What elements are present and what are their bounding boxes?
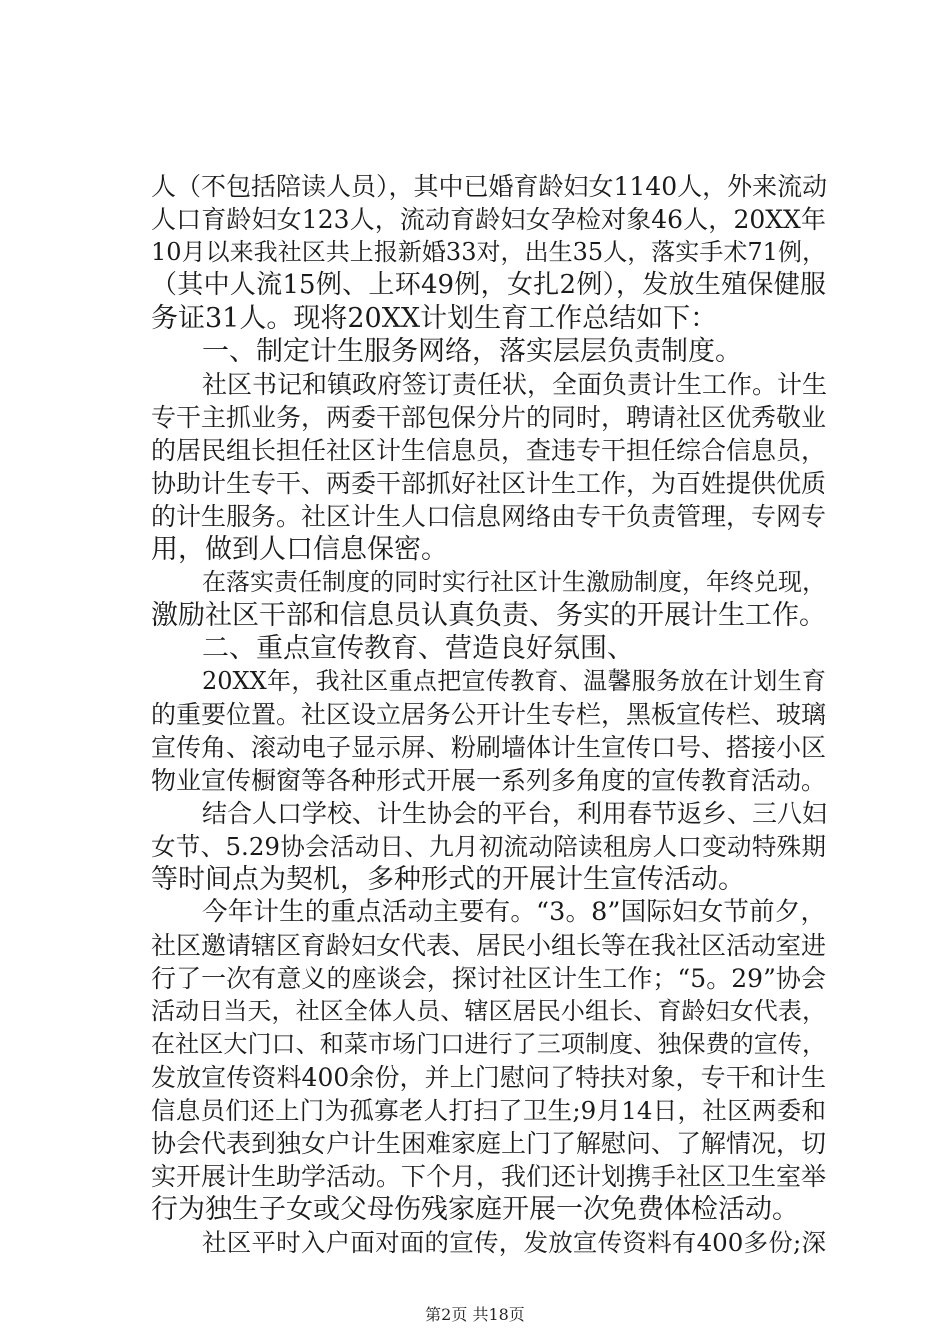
text-line: 社区邀请辖区育龄妇女代表、居民小组长等在我社区活动室进 bbox=[151, 931, 827, 960]
text-line: 在社区大门口、和菜市场门口进行了三项制度、独保费的宣传， bbox=[151, 1030, 826, 1058]
text-line: 用，做到人口信息保密。 bbox=[151, 534, 448, 565]
text-line: 活动日当天，社区全体人员、辖区居民小组长、育龄妇女代表， bbox=[151, 997, 826, 1025]
text-line: 社区书记和镇政府签订责任状，全面负责计生工作。计生 bbox=[202, 370, 828, 399]
text-line: 协会代表到独女户计生困难家庭上门了解慰问、了解情况，切 bbox=[151, 1129, 827, 1158]
text-line: 20XX年，我社区重点把宣传教育、温馨服务放在计划生育 bbox=[202, 667, 826, 695]
text-line: 宣传角、滚动电子显示屏、粉刷墙体计生宣传口号、搭接小区 bbox=[151, 733, 827, 762]
text-line: 实开展计生助学活动。下个月，我们还计划携手社区卫生室举 bbox=[151, 1162, 827, 1191]
text-line: 在落实责任制度的同时实行社区计生激励制度，年终兑现， bbox=[202, 568, 826, 596]
text-line: 人口育龄妇女123人，流动育龄妇女孕检对象46人，20XX年 bbox=[151, 205, 826, 234]
text-line: 信息员们还上门为孤寡老人打扫了卫生;9月14日，社区两委和 bbox=[151, 1096, 826, 1125]
section-heading-1: 一、制定计生服务网络，落实层层负责制度。 bbox=[202, 336, 742, 367]
text-line: 务证31人。现将20XX计划生育工作总结如下： bbox=[151, 303, 718, 334]
text-line: 行为独生子女或父母伤残家庭开展一次免费体检活动。 bbox=[151, 1194, 799, 1225]
text-line: 发放宣传资料400余份，并上门慰问了特扶对象，专干和计生 bbox=[151, 1063, 826, 1092]
text-line: 女节、5.29协会活动日、九月初流动陪读租房人口变动特殊期 bbox=[151, 832, 826, 861]
text-line: 专干主抓业务，两委干部包保分片的同时，聘请社区优秀敬业 bbox=[151, 403, 827, 432]
text-line: 行了一次有意义的座谈会，探讨社区计生工作；“5。29”协会 bbox=[151, 964, 826, 993]
text-line: 的计生服务。社区计生人口信息网络由专干负责管理，专网专 bbox=[151, 502, 827, 531]
text-line: 的重要位置。社区设立居务公开计生专栏，黑板宣传栏、玻璃 bbox=[151, 700, 827, 729]
page-number-footer: 第2页 共18页 bbox=[425, 1305, 525, 1324]
text-line: 物业宣传橱窗等各种形式开展一系列多角度的宣传教育活动。 bbox=[151, 766, 827, 795]
section-heading-2: 二、重点宣传教育、营造良好氛围、 bbox=[202, 633, 634, 664]
text-line: 10月以来我社区共上报新婚33对，出生35人，落实手术71例， bbox=[151, 238, 826, 266]
text-line: 人（不包括陪读人员），其中已婚育龄妇女1140人，外来流动 bbox=[151, 172, 828, 201]
text-line: 等时间点为契机，多种形式的开展计生宣传活动。 bbox=[151, 864, 745, 895]
text-line: 协助计生专干、两委干部抓好社区计生工作，为百姓提供优质 bbox=[151, 469, 827, 498]
text-line: 的居民组长担任社区计生信息员，查违专干担任综合信息员， bbox=[151, 436, 827, 465]
text-line: 激励社区干部和信息员认真负责、务实的开展计生工作。 bbox=[151, 600, 826, 631]
text-line: 社区平时入户面对面的宣传，发放宣传资料有400多份;深 bbox=[202, 1228, 826, 1257]
text-line: （其中人流15例、上环49例，女扎2例），发放生殖保健服 bbox=[151, 270, 826, 300]
text-line: 结合人口学校、计生协会的平台，利用春节返乡、三八妇 bbox=[202, 799, 828, 828]
text-line: 今年计生的重点活动主要有。“3。8”国际妇女节前夕， bbox=[202, 897, 826, 927]
